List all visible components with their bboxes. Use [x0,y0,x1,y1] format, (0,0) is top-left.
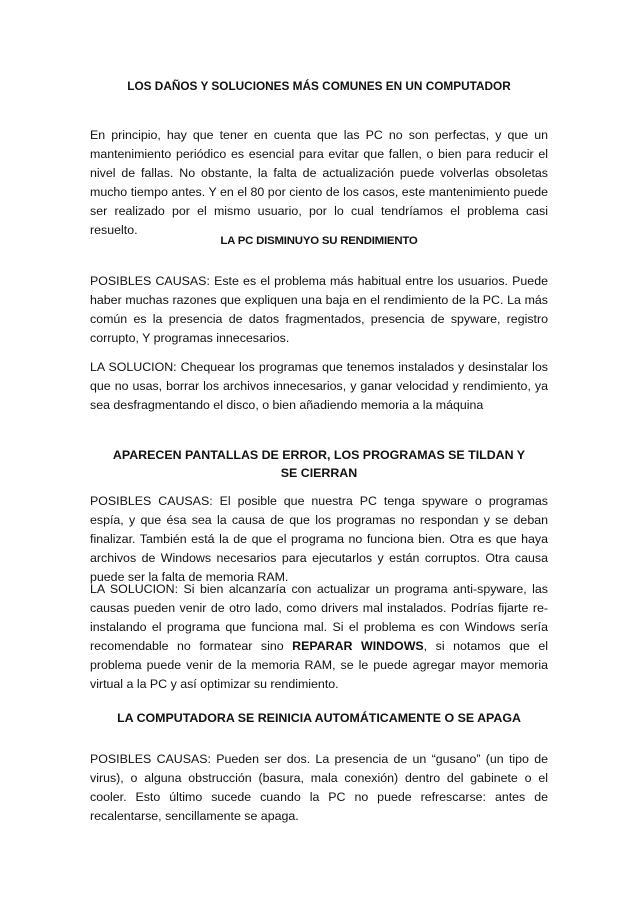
section1-solution: LA SOLUCION: Chequear los programas que tenemos instalados y desinstalar los que no usas, borrar los archivos innecesarios, y ganar velocidad y rendimiento, ya sea desfragmentando el disco, o bien añadiendo memoria a la máquina [90,360,548,412]
section3-heading: LA COMPUTADORA SE REINICIA AUTOMÁTICAMENTE O SE APAGA [117,711,521,725]
section3-causes: POSIBLES CAUSAS: Pueden ser dos. La presencia de un “gusano” (un tipo de virus), o alguna obstrucción (basura, mala conexión) dentro del gabinete o el cooler. Esto último sucede cuando la PC no puede refrescarse: antes de recalentarse, sencillamente se apaga. [90,752,548,823]
document-title: LOS DAÑOS Y SOLUCIONES MÁS COMUNES EN UN COMPUTADOR [127,79,511,93]
intro-paragraph: En principio, hay que tener en cuenta que las PC no son perfectas, y que un mantenimiento periódico es esencial para evitar que fallen, o bien para reducir el nivel de fallas. No obstante, la falta de actualización puede volverlas obsoletas mucho tiempo antes. Y en el 80 por ciento de los casos, este mantenimiento puede ser realizado por el mismo usuario, por lo cual tendríamos el problema casi resuelto. [90,128,548,237]
repair-windows-text: REPARAR WINDOWS [292,639,424,653]
section2-solution-text: LA SOLUCION: Si bien alcanzaría con actualizar un programa anti-spyware, las causas pueden venir de otro lado, como drivers mal instalados. Podrías fijarte re-instalando el programa que funciona mal. Si el problema es con Windows sería recomendable no formatear sino [90,582,548,653]
section1-heading: LA PC DISMINUYO SU RENDIMIENTO [220,235,418,247]
section2-solution-text-end: , si notamos que el problema puede venir de la memoria RAM, se le puede agregar mayor memoria virtual a la PC y así optimizar su rendimiento. [90,639,548,691]
section2-heading: APARECEN PANTALLAS DE ERROR, LOS PROGRAMAS SE TILDAN Y SE CIERRAN [112,448,526,480]
section2-causes: POSIBLES CAUSAS: El posible que nuestra PC tenga spyware o programas espía, y que ésa sea la causa de que los programas no respondan y se deban finalizar. También está la de que el programa no funciona bien. Otra es que haya archivos de Windows necesarios para ejecutarlos y están corruptos. Otra causa puede ser la falta de memoria RAM. [90,494,548,584]
section2-solution [90,580,548,694]
section1-causes: POSIBLES CAUSAS: Este es el problema más habitual entre los usuarios. Puede haber muchas razones que expliquen una baja en el rendimiento de la PC. La más común es la presencia de datos fragmentados, presencia de spyware, registro corrupto, Y programas innecesarios. [90,274,548,345]
